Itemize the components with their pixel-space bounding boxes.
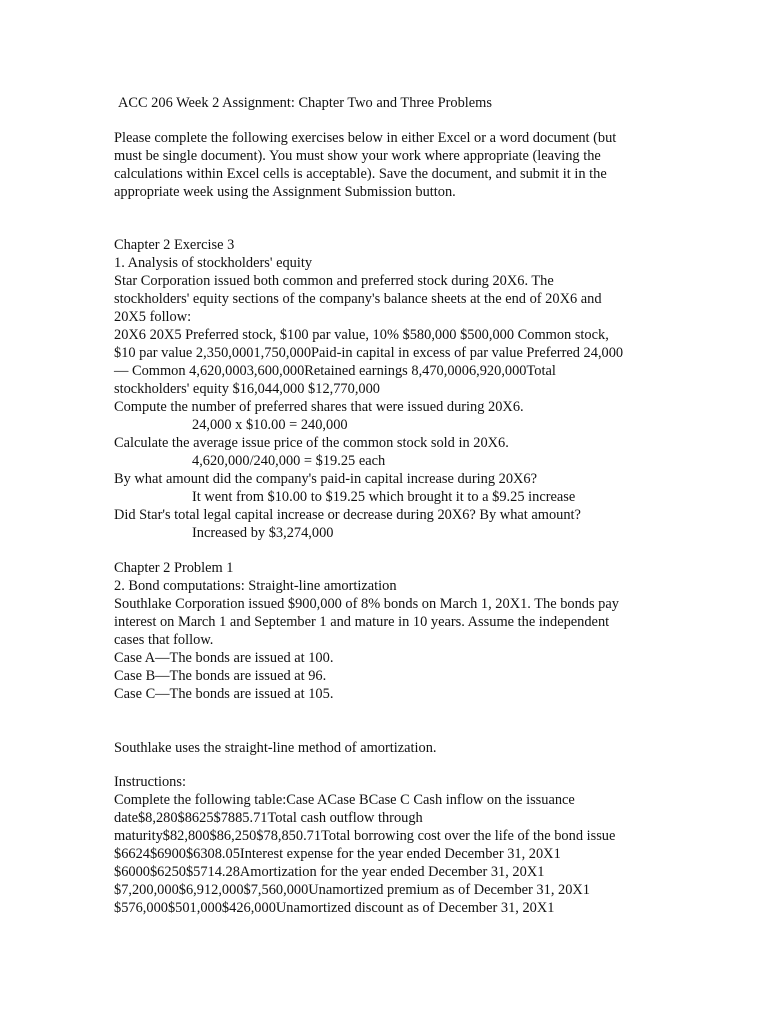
- problem-heading: Chapter 2 Problem 1: [114, 560, 234, 576]
- intro-line: calculations within Excel cells is acceptable). Save the document, and submit it in the: [114, 166, 607, 182]
- instructions-line: date$8,280$8625$7885.71Total cash outflow through: [114, 810, 423, 826]
- exercise-body-line: — Common 4,620,0003,600,000Retained earnings 8,470,0006,920,000Total: [114, 363, 556, 379]
- instructions-label: Instructions:: [114, 774, 186, 790]
- question: Did Star's total legal capital increase or decrease during 20X6? By what amount?: [114, 507, 581, 523]
- instructions-line: Complete the following table:Case ACase BCase C Cash inflow on the issuance: [114, 792, 575, 808]
- problem-body-line: interest on March 1 and September 1 and mature in 10 years. Assume the independent: [114, 614, 610, 630]
- exercise-body-line: stockholders' equity $16,044,000 $12,770,000: [114, 381, 381, 397]
- exercise-body-line: $10 par value 2,350,0001,750,000Paid-in capital in excess of par value Preferred 24,000: [114, 345, 624, 361]
- answer: Increased by $3,274,000: [192, 525, 334, 541]
- question: By what amount did the company's paid-in capital increase during 20X6?: [114, 471, 538, 487]
- instructions-line: $576,000$501,000$426,000Unamortized discount as of December 31, 20X1: [114, 900, 555, 916]
- problem-body-line: Southlake Corporation issued $900,000 of 8% bonds on March 1, 20X1. The bonds pay: [114, 596, 619, 612]
- exercise-body-line: 20X6 20X5 Preferred stock, $100 par value, 10% $580,000 $500,000 Common stock,: [114, 327, 609, 343]
- question: Calculate the average issue price of the common stock sold in 20X6.: [114, 435, 509, 451]
- exercise-subheading: 1. Analysis of stockholders' equity: [114, 255, 313, 271]
- instructions-line: $6000$6250$5714.28Amortization for the year ended December 31, 20X1: [114, 864, 545, 880]
- problem-body-line: cases that follow.: [114, 632, 214, 648]
- method-note: Southlake uses the straight-line method of amortization.: [114, 740, 437, 756]
- exercise-body-line: Star Corporation issued both common and preferred stock during 20X6. The: [114, 273, 554, 289]
- exercise-body-line: stockholders' equity sections of the company's balance sheets at the end of 20X6 and: [114, 291, 602, 307]
- case-line: Case C—The bonds are issued at 105.: [114, 686, 334, 702]
- case-line: Case A—The bonds are issued at 100.: [114, 650, 334, 666]
- case-line: Case B—The bonds are issued at 96.: [114, 668, 327, 684]
- exercise-body-line: 20X5 follow:: [114, 309, 192, 325]
- instructions-line: $7,200,000$6,912,000$7,560,000Unamortized premium as of December 31, 20X1: [114, 882, 591, 898]
- intro-line: appropriate week using the Assignment Submission button.: [114, 184, 456, 200]
- answer: 4,620,000/240,000 = $19.25 each: [192, 453, 386, 469]
- instructions-line: maturity$82,800$86,250$78,850.71Total borrowing cost over the life of the bond issue: [114, 828, 616, 844]
- intro-line: must be single document). You must show your work where appropriate (leaving the: [114, 148, 601, 164]
- document-title: ACC 206 Week 2 Assignment: Chapter Two and Three Problems: [118, 95, 492, 111]
- answer: It went from $10.00 to $19.25 which brought it to a $9.25 increase: [192, 489, 576, 505]
- question: Compute the number of preferred shares that were issued during 20X6.: [114, 399, 524, 415]
- problem-subheading: 2. Bond computations: Straight-line amortization: [114, 578, 397, 594]
- answer: 24,000 x $10.00 = 240,000: [192, 417, 348, 433]
- instructions-line: $6624$6900$6308.05Interest expense for the year ended December 31, 20X1: [114, 846, 561, 862]
- exercise-heading: Chapter 2 Exercise 3: [114, 237, 235, 253]
- intro-line: Please complete the following exercises below in either Excel or a word document (but: [114, 130, 617, 146]
